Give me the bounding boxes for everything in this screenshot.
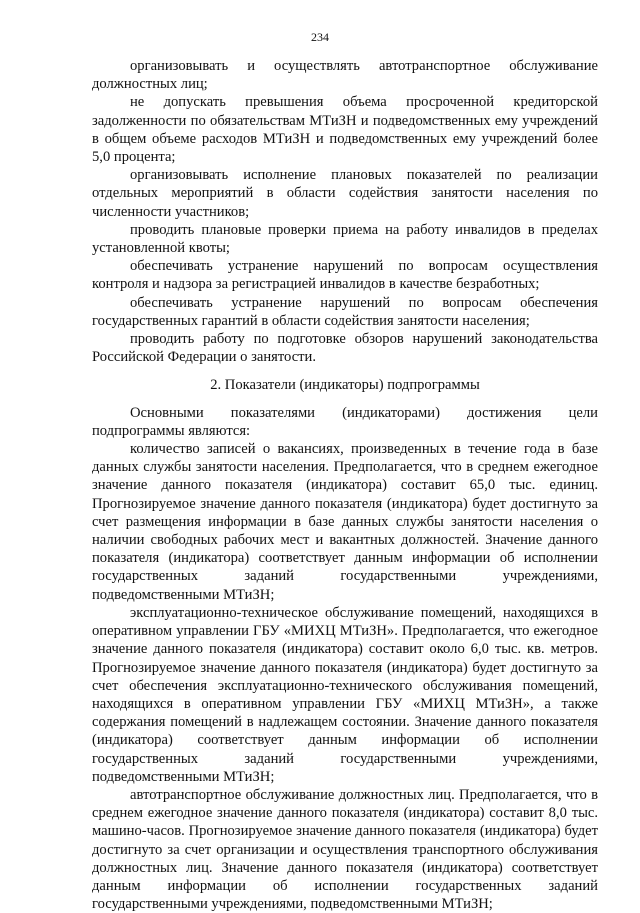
section-heading: 2. Показатели (индикаторы) подпрограммы (210, 377, 480, 394)
indicator-vehicle-service: автотранспортное обслуживание должностных лиц. Предполагается, что в среднем ежегодное значение данного показателя (индикатора) составит 8,0 тыс. машино-часов. Прогнозируемое значение данного показателя (индикатора) будет достигнуто за счет организации и осуществления транспортного обслуживания должностных лиц. Значение данного показателя (индикатора) соответствует данным информации об исполнении государственных заданий государственными учреждениями, подведомственными МТиЗН; (92, 786, 598, 913)
page-number: 234 (311, 30, 329, 44)
intro-item-3: организовывать исполнение плановых показателей по реализации отдельных мероприятий в области содействия занятости населения по численности участников; (92, 167, 598, 220)
intro-item-4: проводить плановые проверки приема на работу инвалидов в пределах установленной квоты; (92, 221, 598, 257)
intro-item-5: обеспечивать устранение нарушений по вопросам осуществления контроля и надзора за регистрацией инвалидов в качестве безработных; (92, 258, 598, 293)
intro-item-1: организовывать и осуществлять автотранспортное обслуживание должностных лиц; (92, 58, 598, 93)
intro-item-7: проводить работу по подготовке обзоров нарушений законодательства Российской Федерации о занятости. (92, 331, 598, 366)
intro-item-2: не допускать превышения объема просроченной кредиторской задолженности по обязательствам МТиЗН и подведомственных ему учреждений в общем объеме расходов МТиЗН и подведомственных ему учреждений более 5,0 процента; (92, 94, 598, 166)
indicator-vacancy-records: количество записей о вакансиях, произведенных в течение года в базе данных службы занятости населения. Предполагается, что в среднем ежегодное значение данного показателя (индикатора) составит 65,0 тыс. единиц. Прогнозируемое значение данного показателя (индикатора) будет достигнуто за счет размещения информации в базе данных службы занятости населения о наличии свободных рабочих мест и вакантных должностей. Значение данного показателя (индикатора) соответствует данным информации об исполнении государственных заданий государственными учреждениями, подведомственными МТиЗН; (92, 441, 598, 603)
indicator-premises-maintenance: эксплуатационно-техническое обслуживание помещений, находящихся в оперативном управлении ГБУ «МИХЦ МТиЗН». Предполагается, что ежегодное значение данного показателя (индикатора) составит около 6,0 тыс. кв. метров. Прогнозируемое значение данного показателя (индикатора) будет достигнуто за счет обеспечения эксплуатационно-технического обслуживания помещений, находящихся в оперативном управлении ГБУ «МИХЦ МТиЗН», а также содержания помещений в надлежащем состоянии. Значение данного показателя (индикатора) соответствует данным информации об исполнении государственных заданий государственными учреждениями, подведомственными МТиЗН; (92, 604, 598, 785)
section-intro-paragraph: Основными показателями (индикаторами) достижения цели подпрограммы являются: (92, 404, 598, 439)
intro-item-6: обеспечивать устранение нарушений по вопросам обеспечения государственных гарантий в области содействия занятости населения; (92, 294, 598, 329)
page-body (92, 57, 598, 913)
